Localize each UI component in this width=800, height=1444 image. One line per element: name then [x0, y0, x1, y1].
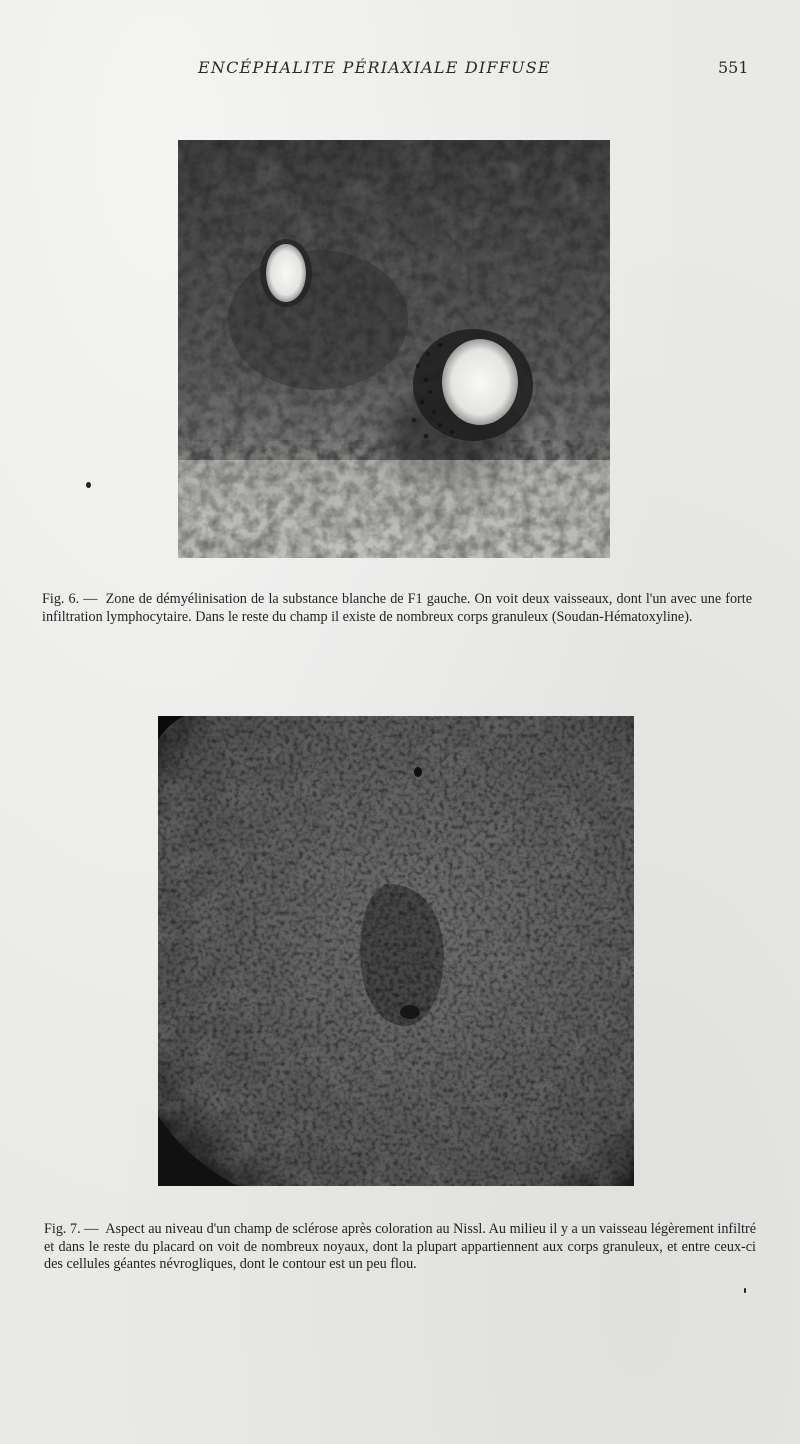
figure-6-image — [178, 140, 610, 558]
figure-7-micrograph — [158, 716, 634, 1186]
figure-6-micrograph — [178, 140, 610, 558]
figure-6-label: Fig. 6. — — [42, 591, 98, 607]
running-head-title: ENCÉPHALITE PÉRIAXIALE DIFFUSE — [198, 58, 551, 77]
page-speck — [86, 482, 91, 488]
figure-7-image — [158, 716, 634, 1186]
figure-6-caption — [42, 591, 752, 626]
page-number: 551 — [718, 58, 749, 77]
figure-6-caption-text: Zone de démyélinisation de la substance blanche de F1 gauche. On voit deux vaisseaux, dont l'un avec une forte infiltration lymphocytaire. Dans le reste du champ il existe de nombreux corps granuleux (Soudan-Hématoxyline). — [42, 591, 753, 625]
figure-7-label: Fig. 7. — — [44, 1221, 99, 1237]
figure-7-caption-text: Aspect au niveau d'un champ de sclérose après coloration au Nissl. Au milieu il y a un vaisseau légèrement infiltré et dans le reste du placard on voit de nombreux noyaux, dont la plupart appartiennent aux corps granuleux, et entre ceux-ci des cellules géantes névrogliques, dont le contour est un peu flou. — [44, 1221, 756, 1272]
page-speck — [744, 1288, 746, 1293]
figure-7-caption — [44, 1221, 756, 1274]
